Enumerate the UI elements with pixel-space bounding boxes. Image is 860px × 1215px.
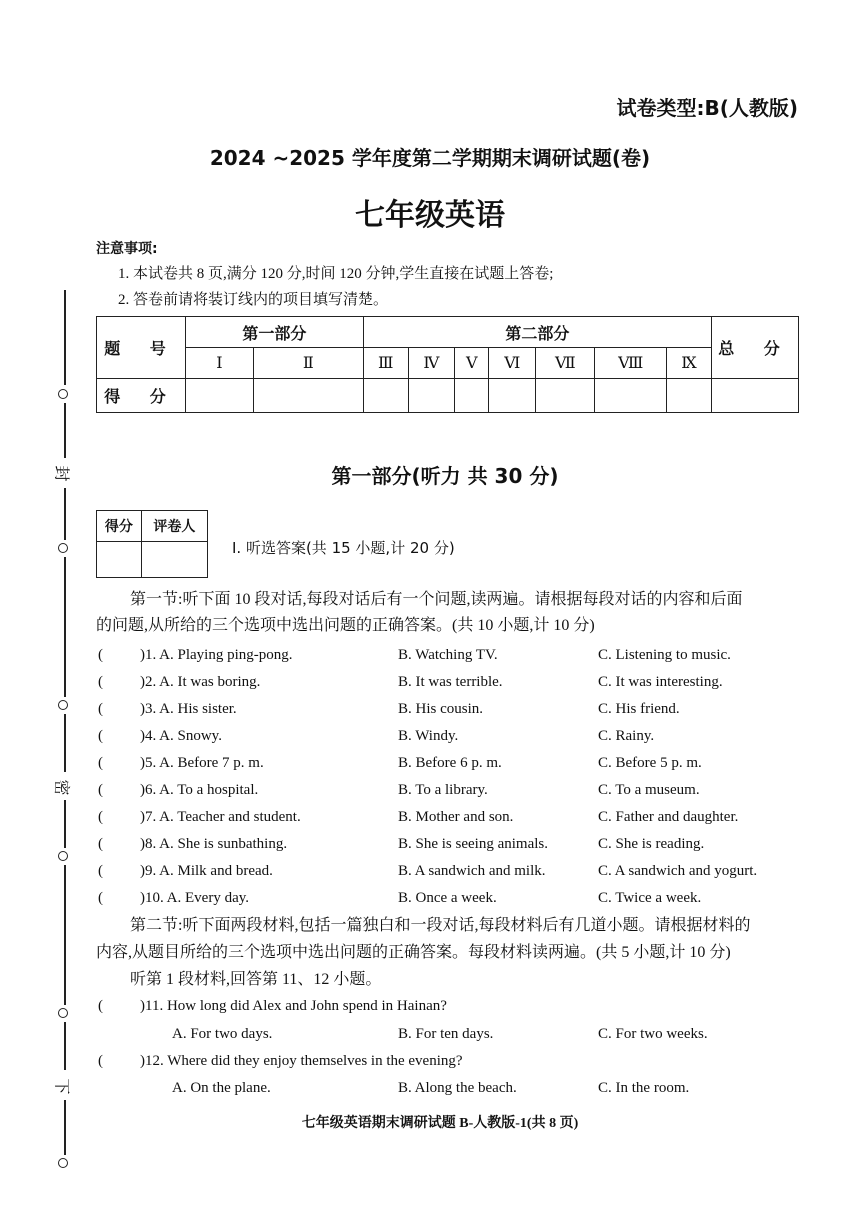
roman-6: Ⅵ <box>489 348 536 379</box>
grader-box <box>96 510 208 578</box>
question-9-b: B. A sandwich and milk. <box>398 863 546 879</box>
score-cell[interactable] <box>595 379 667 413</box>
score-cell[interactable] <box>667 379 712 413</box>
page-footer: 七年级英语期末调研试题 B-人教版-1(共 8 页) <box>301 1116 579 1131</box>
answer-paren[interactable]: ( <box>98 782 103 798</box>
question-4-a: )4. A. Snowy. <box>140 728 222 744</box>
answer-paren[interactable]: ( <box>98 998 103 1014</box>
section2-intro-2: 内容,从题目所给的三个选项中选出问题的正确答案。每段材料读两遍。(共 5 小题,计 10 分) <box>96 944 731 961</box>
question-11-stem: )11. How long did Alex and John spend in Hainan? <box>140 998 447 1014</box>
roman-7: Ⅶ <box>536 348 595 379</box>
section1-intro-1: 第一节:听下面 10 段对话,每段对话后有一个问题,读两遍。请根据每段对话的内容和后面 <box>130 591 743 608</box>
total-cell[interactable] <box>712 379 799 413</box>
question-10-c: C. Twice a week. <box>598 890 702 906</box>
score-cell[interactable] <box>186 379 254 413</box>
question-4-c: C. Rainy. <box>598 728 655 744</box>
score-cell[interactable] <box>363 379 408 413</box>
total-header: 总 分 <box>712 317 799 379</box>
question-4-b: B. Windy. <box>398 728 459 744</box>
score-cell[interactable] <box>408 379 454 413</box>
question-6-a: )6. A. To a hospital. <box>140 782 259 798</box>
note-2: 2. 答卷前请将装订线内的项目填写清楚。 <box>118 292 389 308</box>
roman-5: Ⅴ <box>455 348 489 379</box>
roman-9: Ⅸ <box>667 348 712 379</box>
roman-4: Ⅳ <box>408 348 454 379</box>
answer-paren[interactable]: ( <box>98 728 103 744</box>
question-12-a: A. On the plane. <box>172 1080 271 1096</box>
section1-title: Ⅰ. 听选答案(共 15 小题,计 20 分) <box>232 539 455 557</box>
part2-header: 第二部分 <box>363 317 711 348</box>
question-11-c: C. For two weeks. <box>598 1026 708 1042</box>
question-7-a: )7. A. Teacher and student. <box>140 809 301 825</box>
material1-heading: 听第 1 段材料,回答第 11、12 小题。 <box>130 971 382 988</box>
part1-header: 第一部分 <box>186 317 364 348</box>
question-5-c: C. Before 5 p. m. <box>598 755 702 771</box>
question-5-a: )5. A. Before 7 p. m. <box>140 755 264 771</box>
question-10-b: B. Once a week. <box>398 890 497 906</box>
grader-name-cell[interactable] <box>141 542 207 578</box>
question-2-a: )2. A. It was boring. <box>140 674 261 690</box>
question-1-c: C. Listening to music. <box>598 647 731 663</box>
question-6-b: B. To a library. <box>398 782 488 798</box>
score-cell[interactable] <box>455 379 489 413</box>
question-8-a: )8. A. She is sunbathing. <box>140 836 288 852</box>
paper-type: 试卷类型:B(人教版) <box>616 96 798 120</box>
question-3-c: C. His friend. <box>598 701 680 717</box>
question-9-c: C. A sandwich and yogurt. <box>598 863 758 879</box>
question-6-c: C. To a museum. <box>598 782 700 798</box>
answer-paren[interactable]: ( <box>98 674 103 690</box>
section1-intro-2: 的问题,从所给的三个选项中选出问题的正确答案。(共 10 小题,计 10 分) <box>96 617 595 634</box>
number-header: 题 号 <box>97 317 186 379</box>
question-5-b: B. Before 6 p. m. <box>398 755 502 771</box>
answer-paren[interactable]: ( <box>98 890 103 906</box>
question-1-a: )1. A. Playing ping-pong. <box>140 647 293 663</box>
question-8-b: B. She is seeing animals. <box>398 836 548 852</box>
answer-paren[interactable]: ( <box>98 701 103 717</box>
score-cell[interactable] <box>489 379 536 413</box>
grader-label: 评卷人 <box>141 511 207 542</box>
answer-paren[interactable]: ( <box>98 1053 103 1069</box>
question-10-a: )10. A. Every day. <box>140 890 249 906</box>
question-1-b: B. Watching TV. <box>398 647 498 663</box>
question-9-a: )9. A. Milk and bread. <box>140 863 273 879</box>
question-3-b: B. His cousin. <box>398 701 484 717</box>
margin-mark-seal: 封 <box>52 465 70 482</box>
question-11-b: B. For ten days. <box>398 1026 494 1042</box>
note-1: 1. 本试卷共 8 页,满分 120 分,时间 120 分钟,学生直接在试题上答卷; <box>118 266 554 282</box>
score-cell[interactable] <box>253 379 363 413</box>
answer-paren[interactable]: ( <box>98 863 103 879</box>
answer-paren[interactable]: ( <box>98 647 103 663</box>
question-8-c: C. She is reading. <box>598 836 705 852</box>
score-label: 得 分 <box>97 379 186 413</box>
question-12-c: C. In the room. <box>598 1080 690 1096</box>
question-12-b: B. Along the beach. <box>398 1080 517 1096</box>
question-2-c: C. It was interesting. <box>598 674 723 690</box>
roman-8: Ⅷ <box>595 348 667 379</box>
question-12-stem: )12. Where did they enjoy themselves in the evening? <box>140 1053 463 1069</box>
grader-score-label: 得分 <box>97 511 142 542</box>
question-11-a: A. For two days. <box>172 1026 273 1042</box>
question-7-b: B. Mother and son. <box>398 809 514 825</box>
question-3-a: )3. A. His sister. <box>140 701 237 717</box>
score-table <box>96 316 799 413</box>
score-cell[interactable] <box>536 379 595 413</box>
margin-mark-down: 下 <box>52 1078 70 1095</box>
question-7-c: C. Father and daughter. <box>598 809 739 825</box>
section2-intro-1: 第二节:听下面两段材料,包括一篇独白和一段对话,每段材料后有几道小题。请根据材料的 <box>130 917 751 934</box>
answer-paren[interactable]: ( <box>98 755 103 771</box>
answer-paren[interactable]: ( <box>98 836 103 852</box>
notes-heading: 注意事项: <box>96 241 158 257</box>
roman-3: Ⅲ <box>363 348 408 379</box>
roman-2: Ⅱ <box>253 348 363 379</box>
grader-score-cell[interactable] <box>97 542 142 578</box>
roman-1: Ⅰ <box>186 348 254 379</box>
exam-title: 2024 ~2025 学年度第二学期期末调研试题(卷) <box>209 146 651 170</box>
question-2-b: B. It was terrible. <box>398 674 503 690</box>
part1-heading: 第一部分(听力 共 30 分) <box>331 464 559 488</box>
margin-mark-secret: 密 <box>52 779 70 796</box>
answer-paren[interactable]: ( <box>98 809 103 825</box>
subject-title: 七年级英语 <box>355 198 505 233</box>
